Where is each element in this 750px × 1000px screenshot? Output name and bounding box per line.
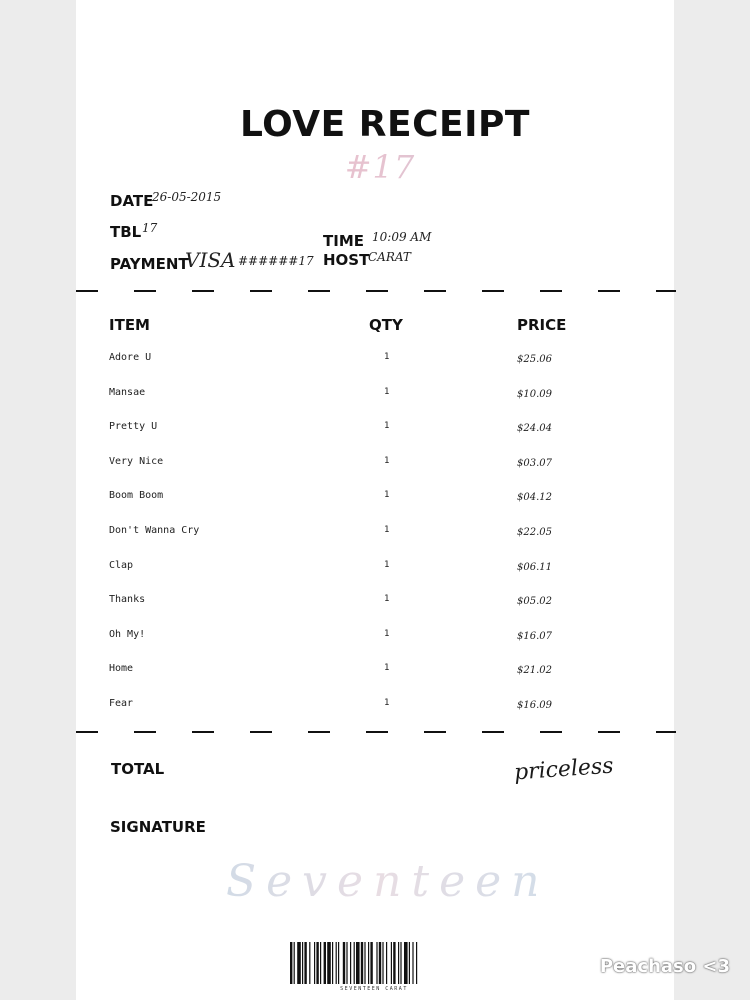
- row-item-price: $06.11: [517, 562, 552, 573]
- row-item-name: Pretty U: [109, 421, 158, 432]
- row-item-name: Adore U: [109, 352, 152, 363]
- row-item-qty: 1: [384, 594, 390, 604]
- row-item-price: $22.05: [517, 527, 552, 538]
- row-item-price: $04.12: [517, 492, 552, 503]
- signature-label: SIGNATURE: [110, 818, 206, 836]
- row-item-name: Thanks: [109, 594, 146, 605]
- row-item-price: $05.02: [517, 596, 552, 607]
- column-header-qty: QTY: [369, 316, 403, 334]
- payment-method: VISA: [185, 248, 236, 272]
- total-value: priceless: [513, 753, 615, 786]
- row-item-price: $24.04: [517, 423, 552, 434]
- total-label: TOTAL: [111, 760, 165, 778]
- column-header-price: PRICE: [517, 316, 567, 334]
- row-item-price: $25.06: [517, 354, 552, 365]
- payment-card: ######17: [238, 254, 314, 268]
- row-item-name: Home: [109, 663, 134, 674]
- row-item-qty: 1: [384, 421, 390, 431]
- receipt-number: #17: [0, 148, 750, 186]
- date-label: DATE: [110, 192, 154, 210]
- row-item-name: Mansae: [109, 387, 146, 398]
- receipt-title: LOVE RECEIPT: [240, 104, 530, 145]
- row-item-name: Clap: [109, 560, 134, 571]
- tbl-label: TBL: [110, 223, 142, 241]
- row-item-name: Oh My!: [109, 629, 146, 640]
- column-header-item: ITEM: [109, 316, 150, 334]
- row-item-qty: 1: [384, 663, 390, 673]
- signature-script: Seventeen: [226, 856, 550, 907]
- host-label: HOST: [323, 251, 370, 269]
- barcode-caption: SEVENTEEN CARAT: [340, 986, 408, 992]
- row-item-qty: 1: [384, 629, 390, 639]
- row-item-qty: 1: [384, 525, 390, 535]
- time-label: TIME: [323, 232, 364, 250]
- date-value: 26-05-2015: [152, 190, 222, 204]
- row-item-name: Very Nice: [109, 456, 164, 467]
- time-value: 10:09 AM: [372, 230, 432, 244]
- tbl-value: 17: [142, 221, 158, 235]
- host-value: CARAT: [368, 250, 411, 264]
- row-item-qty: 1: [384, 698, 390, 708]
- row-item-price: $16.07: [517, 631, 552, 642]
- row-item-price: $03.07: [517, 458, 552, 469]
- payment-label: PAYMENT: [110, 255, 189, 273]
- row-item-price: $16.09: [517, 700, 552, 711]
- row-item-qty: 1: [384, 352, 390, 362]
- watermark-text: Peachaso <3: [599, 956, 730, 977]
- row-item-name: Don't Wanna Cry: [109, 525, 200, 536]
- row-item-qty: 1: [384, 490, 390, 500]
- row-item-price: $10.09: [517, 389, 552, 400]
- divider-bottom: [76, 731, 676, 733]
- row-item-name: Fear: [109, 698, 134, 709]
- barcode-icon: [288, 942, 460, 984]
- row-item-price: $21.02: [517, 665, 552, 676]
- row-item-qty: 1: [384, 456, 390, 466]
- row-item-name: Boom Boom: [109, 490, 164, 501]
- row-item-qty: 1: [384, 560, 390, 570]
- divider-top: [76, 290, 676, 292]
- row-item-qty: 1: [384, 387, 390, 397]
